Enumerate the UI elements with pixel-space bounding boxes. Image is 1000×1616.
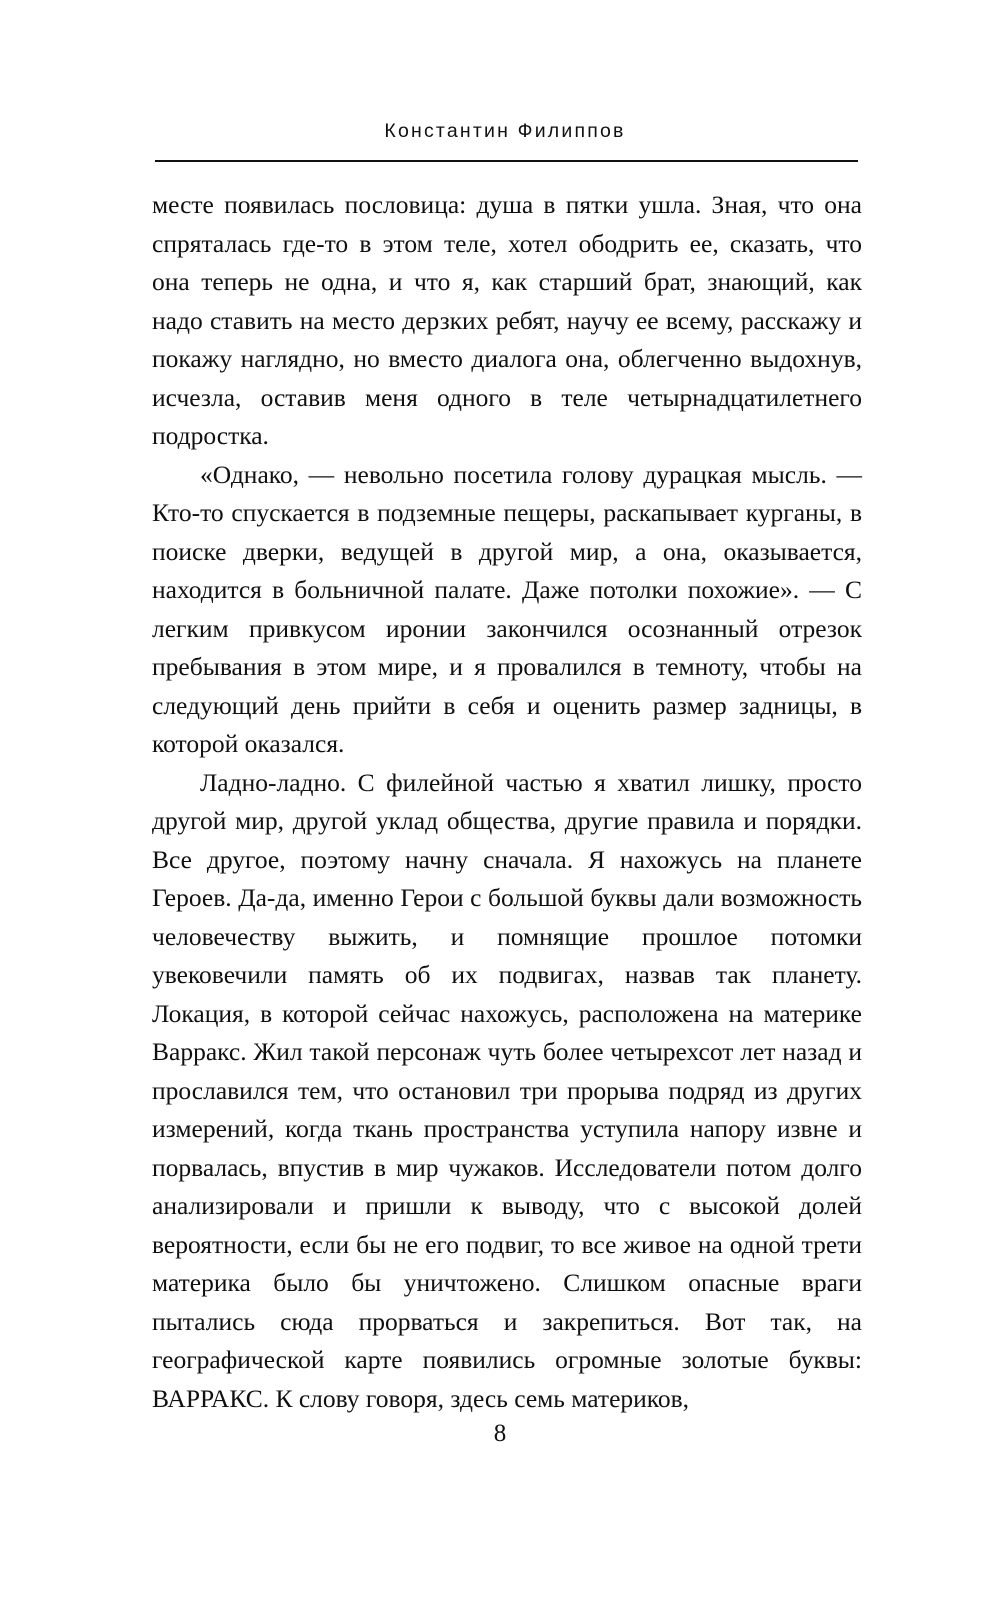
paragraph: месте появилась пословица: душа в пятки ушла. Зная, что она спряталась где-то в этом теле, хотел ободрить ее, сказать, что она теперь не одна, и что я, как старший брат, знающий, как надо ставить на место дерзких ребят, научу ее всему, расскажу и покажу наглядно, но вместо диалога она, облегченно выдохнув, исчезла, оставив меня одного в теле четырнадцатилетнего подростка. (152, 190, 862, 450)
page-number: 8 (493, 1420, 507, 1447)
running-head-author: Константин Филиппов (384, 120, 626, 142)
page-body (152, 186, 862, 1418)
paragraph: Ладно-ладно. С филейной частью я хватил лишку, просто другой мир, другой уклад общества, другие правила и порядки. Все другое, поэтому начну сначала. Я нахожусь на планете Героев. Да-да, именно Герои с большой буквы дали возможность человечеству выжить, и помнящие прошлое потомки увековечили память об их подвигах, назвав так планету. Локация, в которой сейчас нахожусь, расположена на материке Варракс. Жил такой персонаж чуть более четырехсот лет назад и прославился тем, что остановил три прорыва подряд из других измерений, когда ткань пространства уступила напору извне и порвалась, впустив в мир чужаков. Исследователи потом долго анализировали и пришли к выводу, что с высокой долей вероятности, если бы не его подвиг, то все живое на одной трети материка было бы уничтожено. Слишком опасные враги пытались сюда прорваться и закрепиться. Вот так, на географической карте появились огромные золотые буквы: ВАРРАКС. К слову говоря, здесь семь материков, (152, 767, 862, 1413)
header-divider (155, 160, 858, 162)
paragraph: «Однако, — невольно посетила голову дурацкая мысль. — Кто-то спускается в подземные пещеры, раскапывает курганы, в поиске дверки, ведущей в другой мир, а она, оказывается, находится в больничной палате. Даже потолки похожие». — С легким привкусом иронии закончился осознанный отрезок пребывания в этом мире, и я провалился в темноту, чтобы на следующий день прийти в себя и оценить размер задницы, в которой оказался. (152, 459, 862, 758)
